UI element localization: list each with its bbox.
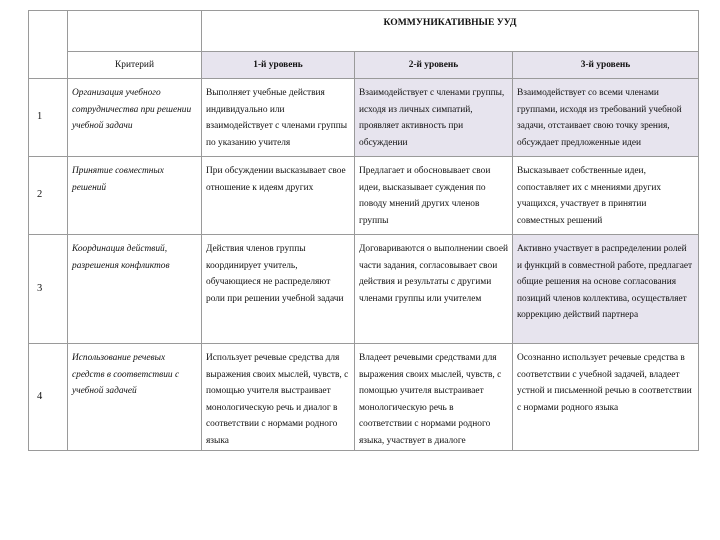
row-number: 2 (29, 157, 68, 235)
table-row (29, 79, 699, 157)
level-2-text: Договариваются о выполнении своей части задания, согласовывает свои действия и результаты с другими членами группы или учителем (359, 244, 509, 304)
header-level-3: 3-й уровень (513, 52, 699, 79)
criterion-text: Принятие совместных решений (72, 166, 164, 193)
level-1-text: Использует речевые средства для выражения своих мыслей, чувств, с помощью учителя выстраивает монологическую речь и диалог в соответствии с нормами родного языка (206, 353, 349, 446)
level-3-cell (513, 79, 699, 157)
level-1-text: При обсуждении высказывает свое отношение к идеям других (206, 166, 346, 193)
level-2-cell (355, 157, 513, 235)
criterion-text: Координация действий, разрешения конфликтов (72, 244, 170, 271)
level-3-text: Высказывает собственные идеи, сопоставляет их с мнениями других учащихся, участвует в принятии совместных решений (517, 166, 662, 226)
header-row (29, 52, 699, 79)
title-blank-cell (68, 11, 202, 52)
level-2-text: Владеет речевыми средствами для выражения своих мыслей, чувств, с помощью учителя выстраивает монологическую речь в соответствии с нормами родного языка, участвует в диалоге (359, 353, 502, 446)
criterion-cell (68, 235, 202, 344)
communicative-skills-table (28, 10, 699, 451)
corner-cell (29, 11, 68, 79)
level-3-text: Активно участвует в распределении ролей и функций в совместной работе, предлагает общие решения на основе согласования позиций членов коллектива, осуществляет коррекцию действий партнера (517, 244, 693, 321)
table-title: КОММУНИКАТИВНЫЕ УУД (202, 11, 699, 52)
table-row (29, 235, 699, 344)
level-1-cell (202, 79, 355, 157)
level-3-cell (513, 157, 699, 235)
header-level-2: 2-й уровень (355, 52, 513, 79)
level-1-text: Действия членов группы координирует учитель, обучающиеся не распределяют роли при решении учебной задачи (206, 244, 344, 304)
title-row (29, 11, 699, 52)
table-row (29, 157, 699, 235)
row-number: 3 (29, 235, 68, 344)
level-2-cell (355, 344, 513, 451)
header-criterion: Критерий (68, 52, 202, 79)
level-2-text: Предлагает и обосновывает свои идеи, высказывает суждения по поводу мнений других членов группы (359, 166, 491, 226)
criterion-cell (68, 79, 202, 157)
level-3-cell (513, 235, 699, 344)
level-3-text: Осознанно использует речевые средства в соответствии с учебной задачей, владеет устной и письменной речью в соответствии с нормами родного языка (517, 353, 692, 413)
criterion-text: Организация учебного сотрудничества при решении учебной задачи (72, 88, 192, 132)
level-2-text: Взаимодействует с членами группы, исходя из личных симпатий, проявляет активность при обсуждении (359, 88, 505, 148)
criterion-text: Использование речевых средств в соответствии с учебной задачей (72, 353, 180, 397)
criterion-cell (68, 157, 202, 235)
header-level-1: 1-й уровень (202, 52, 355, 79)
table-row (29, 344, 699, 451)
level-1-cell (202, 344, 355, 451)
level-3-text: Взаимодействует со всеми членами группами, исходя из требований учебной задачи, отстаивает свою точку зрения, обсуждает предложенные идеи (517, 88, 682, 148)
level-1-cell (202, 235, 355, 344)
row-number: 4 (29, 344, 68, 451)
level-2-cell (355, 235, 513, 344)
row-number: 1 (29, 79, 68, 157)
level-1-text: Выполняет учебные действия индивидуально или взаимодействует с членами группы по указанию учителя (206, 88, 348, 148)
criterion-cell (68, 344, 202, 451)
level-1-cell (202, 157, 355, 235)
level-2-cell (355, 79, 513, 157)
level-3-cell (513, 344, 699, 451)
